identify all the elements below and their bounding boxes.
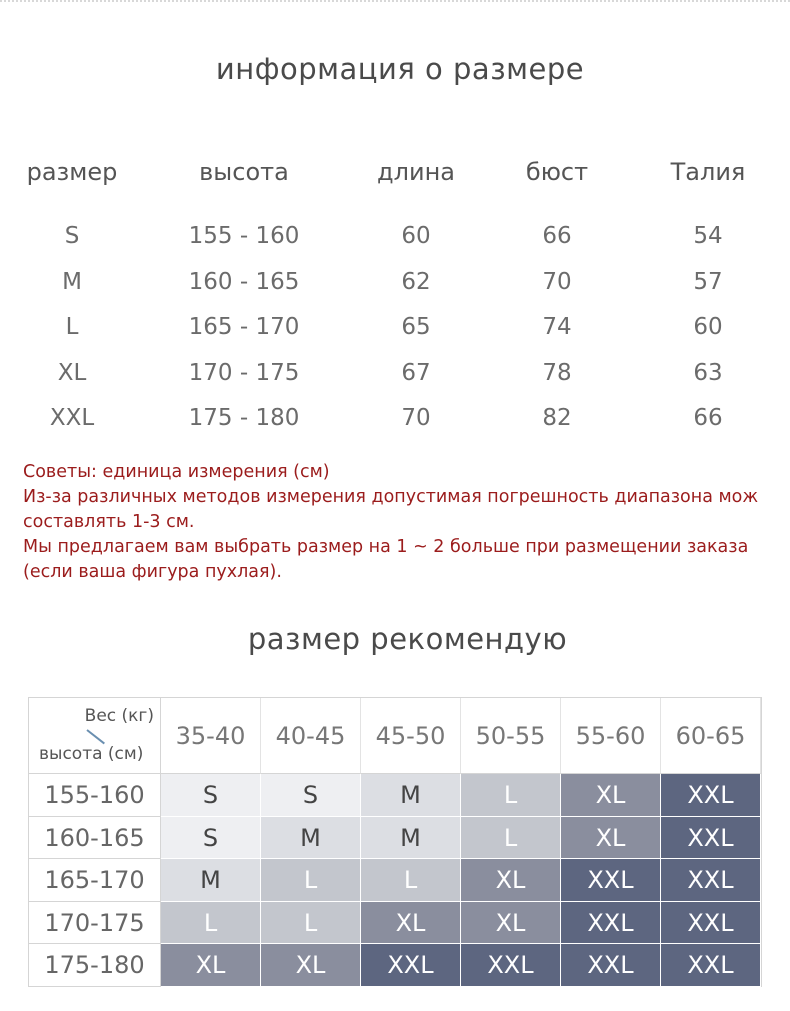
size-table-header-cell: размер xyxy=(26,158,118,186)
size-table-cell: 54 xyxy=(693,223,723,249)
recommended-size-cell: S xyxy=(161,817,261,860)
weight-column-header: 60-65 xyxy=(661,698,761,774)
recommended-size-cell: XXL xyxy=(361,944,461,987)
recommended-size-cell: XXL xyxy=(661,944,761,987)
height-row-header: 165-170 xyxy=(29,859,161,902)
note-line: Советы: единица измерения (см) xyxy=(23,462,330,482)
recommended-size-cell: XXL xyxy=(661,859,761,902)
note-line: Мы предлагаем вам выбрать размер на 1 ~ 2 больше при размещении заказа xyxy=(23,537,749,557)
recommended-size-cell: XL xyxy=(161,944,261,987)
height-row-header: 170-175 xyxy=(29,902,161,945)
recommended-size-cell: XL xyxy=(561,817,661,860)
size-table-cell: 155 - 160 xyxy=(188,223,300,249)
size-table-header-cell: длина xyxy=(377,158,455,186)
corner-divider xyxy=(86,729,105,744)
weight-column-header: 45-50 xyxy=(361,698,461,774)
size-table-cell: 63 xyxy=(693,360,723,386)
size-table-row xyxy=(0,405,790,445)
size-table-row xyxy=(0,314,790,354)
weight-column-header: 35-40 xyxy=(161,698,261,774)
size-table-cell: 160 - 165 xyxy=(188,269,300,295)
page-title: информация о размере xyxy=(215,52,585,86)
recommended-size-cell: L xyxy=(361,859,461,902)
size-table-cell: XL xyxy=(57,360,87,386)
height-row-header: 155-160 xyxy=(29,774,161,817)
recommended-size-cell: XXL xyxy=(461,944,561,987)
size-table-cell: 60 xyxy=(693,314,723,340)
recommended-size-cell: XL xyxy=(261,944,361,987)
recommended-size-cell: XXL xyxy=(561,944,661,987)
size-table-cell: XXL xyxy=(49,405,95,431)
grid-corner-header xyxy=(29,698,161,774)
recommended-size-cell: XL xyxy=(461,902,561,945)
recommended-size-cell: S xyxy=(261,774,361,817)
size-table-cell: M xyxy=(62,269,82,295)
size-table-row xyxy=(0,223,790,263)
size-table-cell: 70 xyxy=(542,269,572,295)
recommended-size-cell: L xyxy=(261,902,361,945)
recommended-size-cell: M xyxy=(261,817,361,860)
size-table-cell: 66 xyxy=(542,223,572,249)
recommended-size-cell: L xyxy=(261,859,361,902)
note-line: Из-за различных методов измерения допустимая погрешность диапазона мож xyxy=(23,487,759,507)
size-table-row xyxy=(0,360,790,400)
size-recommendation-grid xyxy=(28,697,762,987)
recommended-size-cell: XXL xyxy=(561,902,661,945)
recommended-size-cell: S xyxy=(161,774,261,817)
recommended-size-cell: XL xyxy=(461,859,561,902)
recommended-size-cell: XXL xyxy=(661,774,761,817)
size-table-cell: 60 xyxy=(401,223,431,249)
top-dotted-border xyxy=(0,0,790,6)
recommended-size-cell: M xyxy=(161,859,261,902)
weight-column-header: 55-60 xyxy=(561,698,661,774)
weight-axis-label: Вес (кг) xyxy=(84,706,154,726)
height-row-header: 175-180 xyxy=(29,944,161,987)
size-table-header xyxy=(0,158,790,198)
recommended-size-cell: L xyxy=(461,817,561,860)
recommend-title: размер рекомендую xyxy=(247,622,568,656)
size-table-cell: L xyxy=(65,314,79,340)
recommended-size-cell: XXL xyxy=(561,859,661,902)
size-table-header-cell: Талия xyxy=(670,158,746,186)
size-table-cell: S xyxy=(64,223,80,249)
recommended-size-cell: XL xyxy=(361,902,461,945)
height-row-header: 160-165 xyxy=(29,817,161,860)
recommended-size-cell: XXL xyxy=(661,902,761,945)
size-table-cell: 62 xyxy=(401,269,431,295)
note-line: (если ваша фигура пухлая). xyxy=(23,562,282,582)
recommended-size-cell: M xyxy=(361,774,461,817)
recommended-size-cell: L xyxy=(461,774,561,817)
recommended-size-cell: XL xyxy=(561,774,661,817)
size-table-header-cell: бюст xyxy=(525,158,589,186)
size-table-cell: 67 xyxy=(401,360,431,386)
height-axis-label: высота (см) xyxy=(39,744,144,764)
size-table-cell: 78 xyxy=(542,360,572,386)
recommended-size-cell: M xyxy=(361,817,461,860)
weight-column-header: 50-55 xyxy=(461,698,561,774)
size-table-cell: 170 - 175 xyxy=(188,360,300,386)
note-line: составлять 1-3 см. xyxy=(23,512,195,532)
size-notes xyxy=(23,460,790,585)
size-table-cell: 82 xyxy=(542,405,572,431)
size-table-cell: 74 xyxy=(542,314,572,340)
size-table-row xyxy=(0,269,790,309)
size-table-cell: 70 xyxy=(401,405,431,431)
size-table-cell: 57 xyxy=(693,269,723,295)
size-table-cell: 165 - 170 xyxy=(188,314,300,340)
size-table-cell: 175 - 180 xyxy=(188,405,300,431)
recommended-size-cell: L xyxy=(161,902,261,945)
size-table-cell: 66 xyxy=(693,405,723,431)
size-table-header-cell: высота xyxy=(199,158,289,186)
size-table-cell: 65 xyxy=(401,314,431,340)
weight-column-header: 40-45 xyxy=(261,698,361,774)
recommended-size-cell: XXL xyxy=(661,817,761,860)
